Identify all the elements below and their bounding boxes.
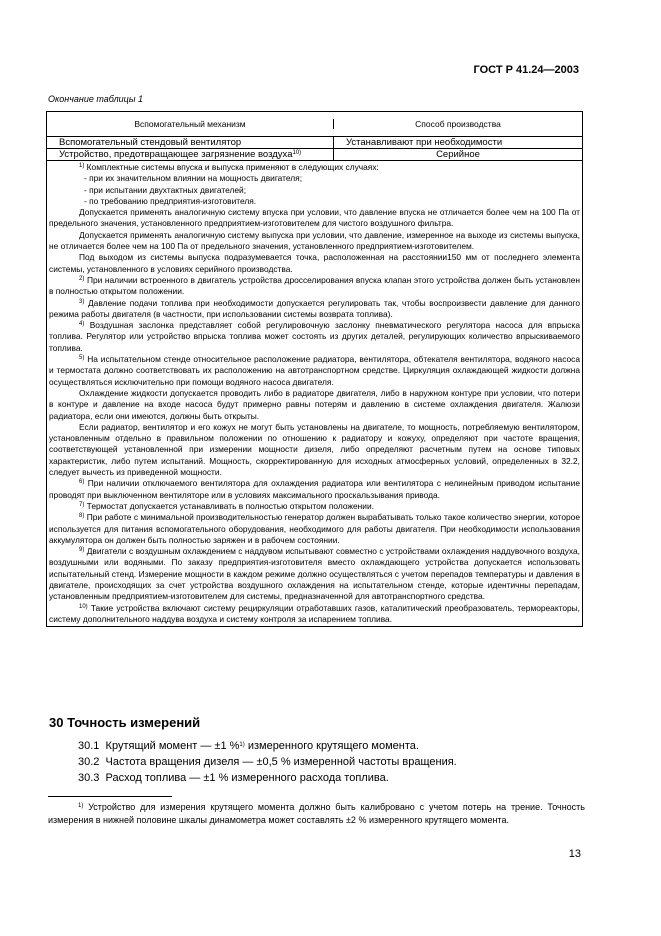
table-header-row	[47, 112, 582, 137]
table-note: - при испытании двухтактных двигателей;	[84, 184, 247, 195]
table-note: $^{1)}$ Комплектные системы впуска и выпуска применяют в следующих случаях:	[79, 162, 379, 172]
table-cell-mechanism: Вспомогательный стендовый вентилятор	[47, 137, 334, 148]
table-note: $^{7)}$ Термостат допускается устанавливать в полностью открытом положении.	[79, 500, 374, 511]
section-item: 30.2 Частота вращения дизеля — ±0,5 % измеренной частоты вращения.	[78, 756, 457, 768]
auxiliary-equipment-table	[46, 111, 583, 627]
section-item: 30.1 Крутящий момент — ±1 %$^{1)}$ измеренного крутящего момента.	[78, 740, 419, 752]
page-number: 13	[568, 848, 581, 860]
table-cell-method: Серийное	[436, 149, 480, 160]
table-note: $^{8)}$ При работе с минимальной производительностью генератор должен вырабатывать только такое количество энергии, которое используется для питания вспомогательного оборудования, необходимого для работы двигателя. При необходимости использования аккумулятора он должен быть полностью заряжен и в рабочем состоянии.	[49, 512, 580, 545]
table-notes	[47, 161, 582, 626]
table-note: - по требованию предприятия-изготовителя.	[84, 195, 257, 206]
section-item: 30.3 Расход топлива — ±1 % измеренного расхода топлива.	[78, 772, 389, 784]
table-note: $^{6)}$ При наличии отключаемого вентилятора для охлаждения радиатора или вентилятора с нелинейным приводом испытание проводят при выключенном вентиляторе или в условиях максимального проскальзывания привода.	[49, 478, 580, 500]
table-note: Под выходом из системы выпуска подразумевается точка, расположенная на расстоянии150 мм от последнего элемента системы, установленного в условиях серийного производства.	[49, 252, 580, 274]
table-row	[47, 149, 582, 161]
table-cell-mechanism: Устройство, предотвращающее загрязнение воздуха$^{10)}$	[47, 149, 334, 160]
table-note: - при их значительном влиянии на мощность двигателя;	[84, 173, 303, 184]
table-cell-method: Устанавливают при необходимости	[346, 137, 503, 148]
column-header-mechanism: Вспомогательный механизм	[47, 119, 334, 129]
table-continuation-caption: Окончание таблицы 1	[48, 94, 143, 104]
standard-number: ГОСТ Р 41.24—2003	[473, 64, 579, 76]
table-note: $^{5)}$ На испытательном стенде относительное расположение радиатора, вентилятора, обтекателя вентилятора, водяного насоса и термостата должно соответствовать их расположению на автотранспортном средстве. Циркуляция охлаждающей жидкости должна осуществляться исключительно при помощи водяного насоса двигателя.	[49, 354, 580, 387]
table-note: Если радиатор, вентилятор и его кожух не могут быть установлены на двигателе, то мощность, потребляемую вентилятором, установленным отдельно в правильном положении по отношению к радиатору и кожуху, определяют при частоте вращения, соответствующей установленной при измерении мощности дизеля, либо определяют расчетным путем на основе типовых характеристик, либо путем испытаний. Мощность, скорректированную для исходных атмосферных условий, определенных в 32.2, следует вычесть из приведенной мощности.	[49, 421, 580, 478]
table-note: $^{10)}$ Такие устройства включают систему рециркуляции отработавших газов, каталитический преобразователь, термореакторы, систему дополнительного наддува воздуха и систему контроля за испарением топлива.	[49, 602, 580, 624]
footnote: $^{1)}$ Устройство для измерения крутящего момента должно быть калибровано с учетом потерь на трение. Точность измерения в нижней половине шкалы динамометра может составлять ±2 % измеренного крутящего момента.	[48, 802, 585, 825]
table-note: $^{4)}$ Воздушная заслонка представляет собой регулировочную заслонку пневматического регулятора насоса для впрыска топлива. Регулятор или устройство впрыска топлива может состоять из других деталей, регулирующих количество впрыскиваемого топлива.	[49, 320, 580, 353]
table-note: $^{2)}$ При наличии встроенного в двигатель устройства дросселирования впуска клапан этого устройства должен быть установлен в полностью открытом положении.	[49, 274, 580, 297]
footnote-separator	[48, 796, 172, 797]
table-note: Допускается применять аналогичную систему впуска при условии, что давление впуска не отличается более чем на 100 Па от предельного значения, установленного предприятием-изготовителем для чистого воздушного фильтра.	[49, 207, 580, 229]
section-title: 30 Точность измерений	[49, 715, 201, 730]
table-note: Охлаждение жидкости допускается проводить либо в радиаторе двигателя, либо в наружном контуре при условии, что потери в контуре и давление на входе насоса будут примерно равны потерям и давлению в системе охлаждения двигателя. Жалюзи радиатора, если они имеются, должны быть открыты.	[49, 387, 580, 421]
column-header-method: Способ производства	[415, 119, 501, 129]
table-note: $^{3)}$ Давление подачи топлива при необходимости допускается регулировать так, чтобы воспроизвести давление для данного режима работы двигателя (в частности, при использовании системы возврата топлива).	[49, 297, 581, 319]
table-note: Допускается применять аналогичную систему выпуска при условии, что давление, измеренное на выходе из системы выпуска, не отличается более чем на 100 Па от предельного значения, установленного предприятием-изготовителем.	[49, 229, 580, 252]
table-row	[47, 137, 582, 149]
table-note: $^{9)}$ Двигатели с воздушным охлаждением с наддувом испытывают совместно с устройствами охлаждения наддувочного воздуха, воздушными или водяными. По заказу предприятия-изготовителя вместо охлаждающего устройства допускается использовать испытательный стенд. Измерение мощности в каждом режиме должно осуществляться с учетом перепадов температуры и давления в двигателе, происходящих за счет устройства воздушного охлаждения на испытательном стенде, которые идентичны перепадам, установленным предприятием-изготовителем для системы, предназначенной для автотранспортного средства.	[49, 546, 580, 602]
